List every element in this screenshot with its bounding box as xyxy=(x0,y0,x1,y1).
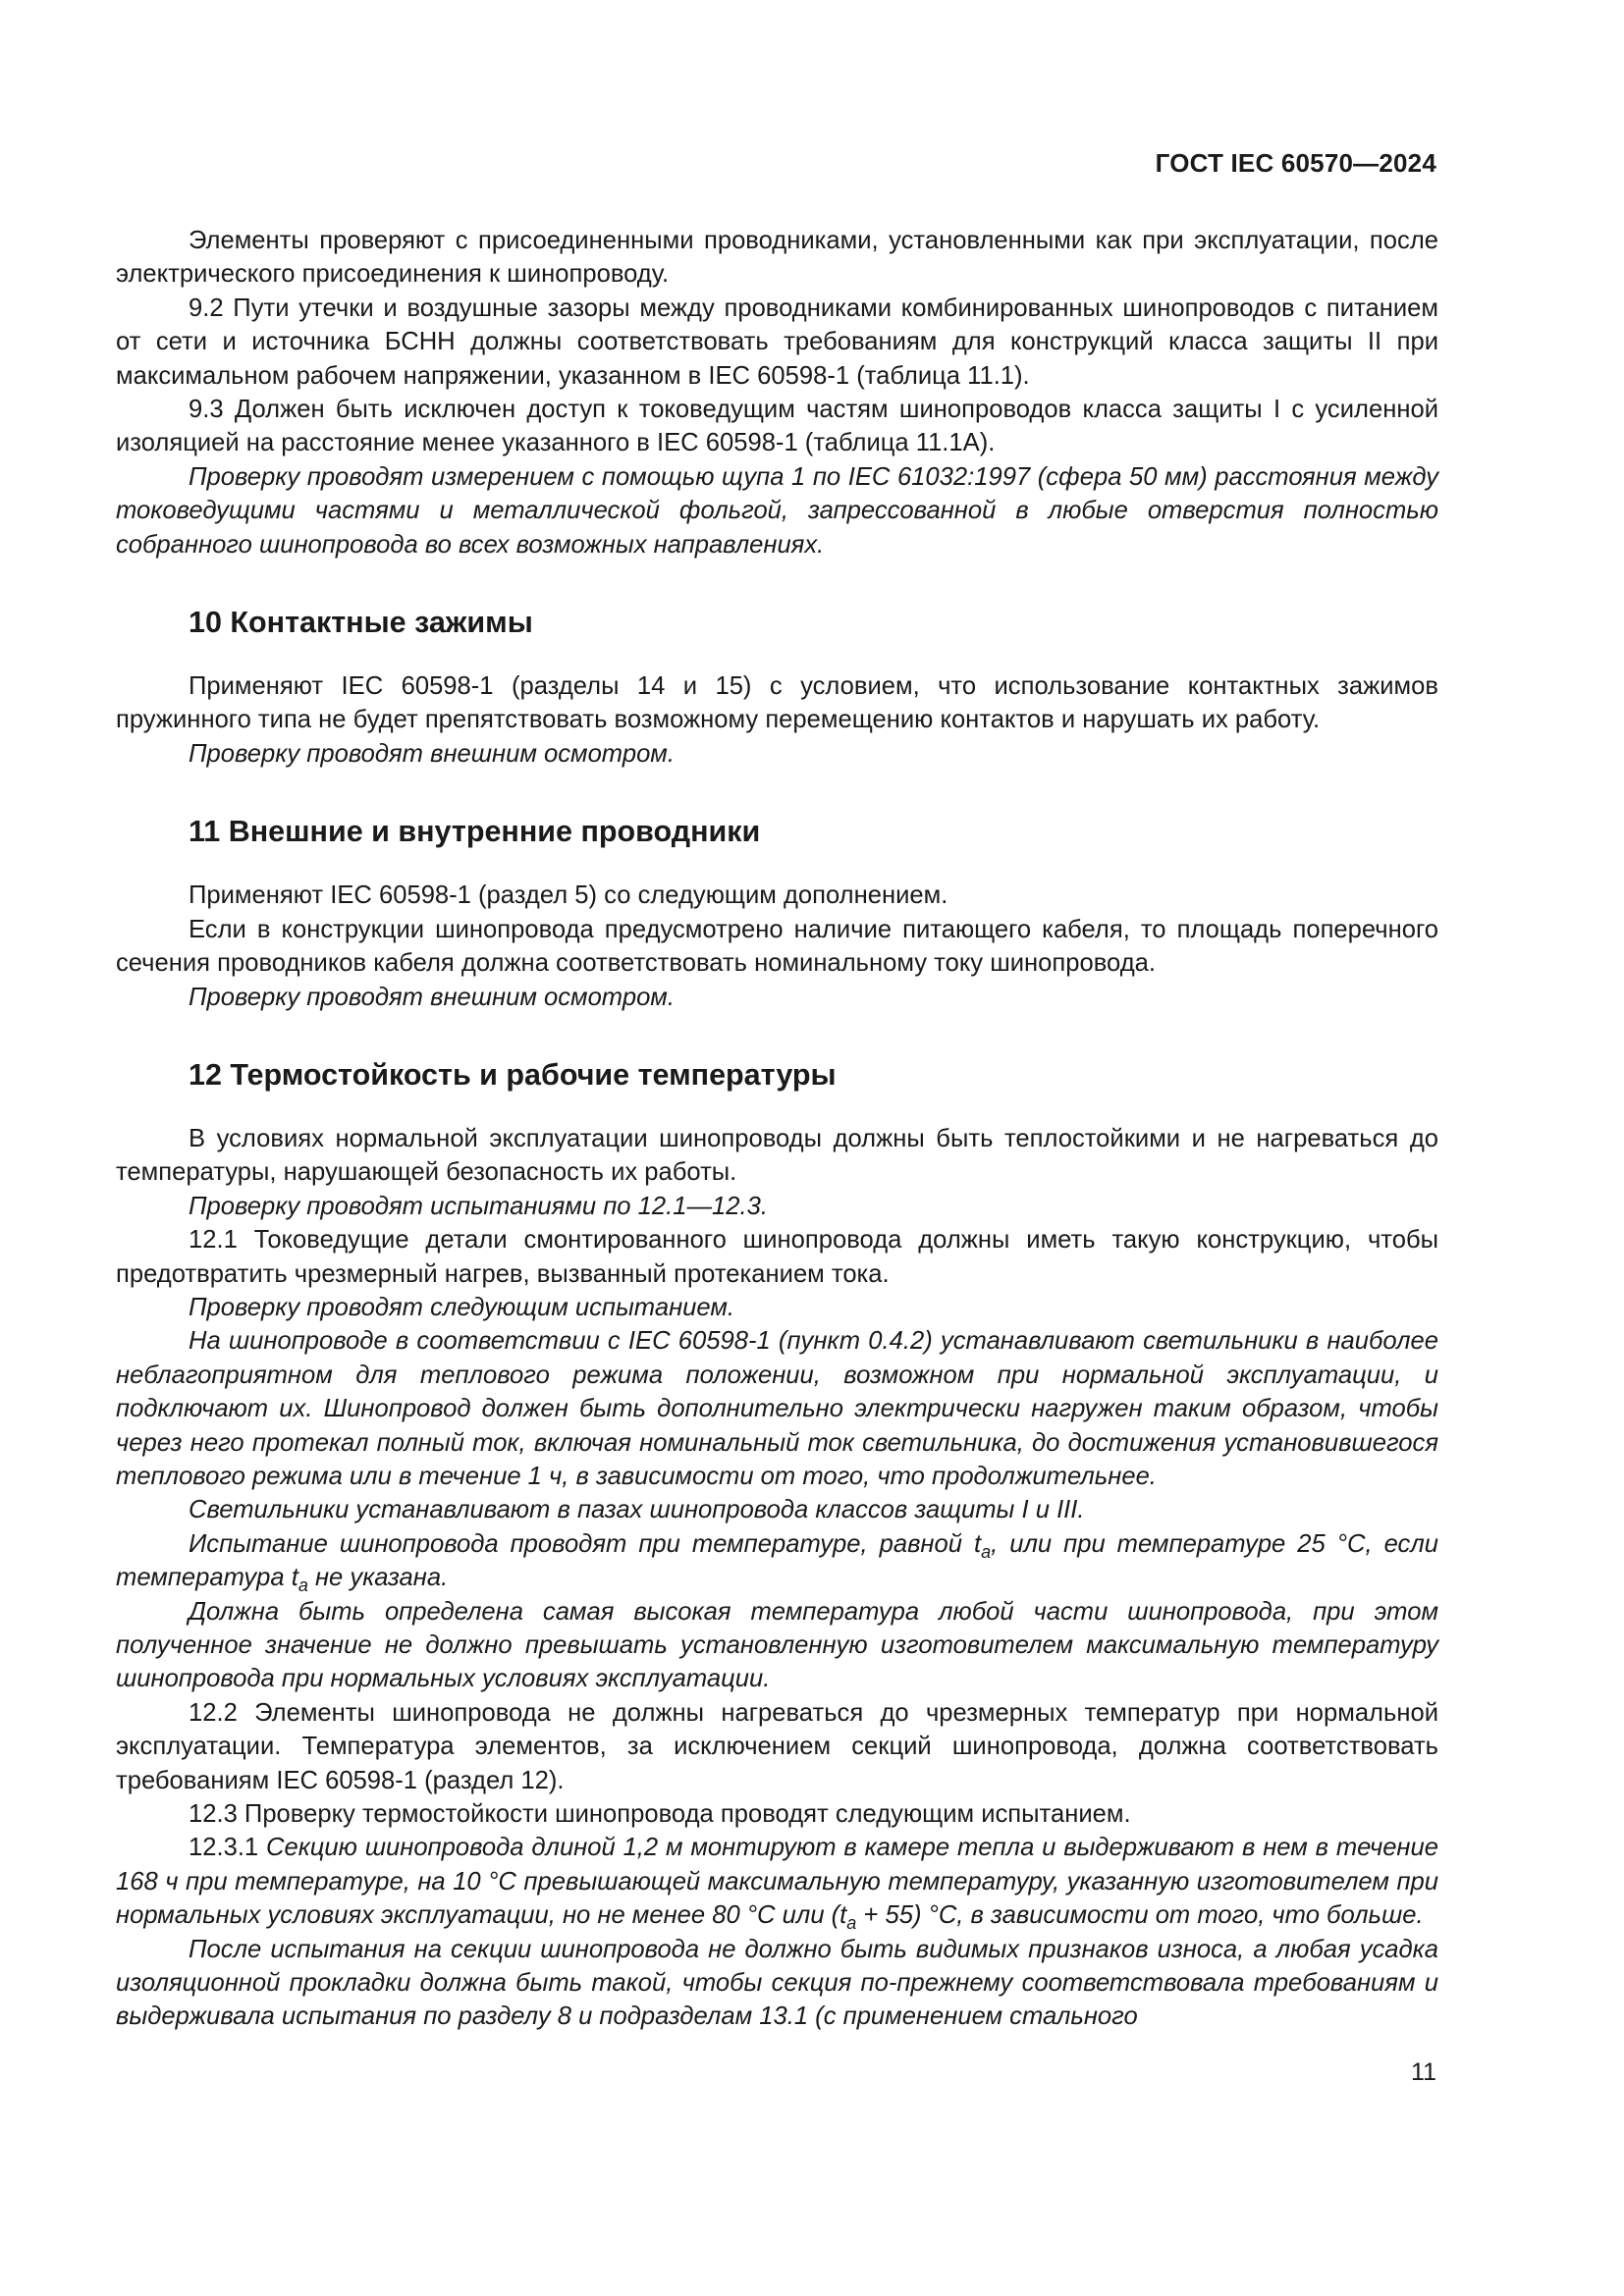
text-run: Испытание шинопровода проводят при температуре, равной t xyxy=(189,1529,982,1558)
document-id-header: ГОСТ IEC 60570—2024 xyxy=(1155,148,1436,178)
section-12-heading: 12 Термостойкость и рабочие температуры xyxy=(189,1057,837,1092)
page-number: 11 xyxy=(1411,2058,1436,2086)
test-method-paragraph: Проверку проводят следующим испытанием. xyxy=(189,1293,734,1321)
paragraph: В условиях нормальной эксплуатации шинопроводы должны быть теплостойкими и не нагреваться до температуры, нарушающей безопасность их работы. xyxy=(116,1124,1438,1187)
subscript: a xyxy=(846,1913,857,1934)
clause-9-3: 9.3 Должен быть исключен доступ к токоведущим частям шинопроводов класса защиты I с усиленной изоляцией на расстояние менее указанного в IEC 60598-1 (таблица 11.1А). xyxy=(116,396,1438,457)
paragraph: Если в конструкции шинопровода предусмотрено наличие питающего кабеля, то площадь поперечного сечения проводников кабеля должна соответствовать номинальному току шинопровода. xyxy=(116,915,1438,978)
test-procedure-paragraph: На шинопроводе в соответствии с IEC 60598-1 (пункт 0.4.2) устанавливают светильники в наиболее неблагоприятном для теплового режима положении, возможном при нормальной эксплуатации, и подключают их. Шинопровод должен быть дополнительно электрически нагружен таким образом, чтобы через него протекал полный ток, включая номинальный ток светильника, до достижения установившегося теплового режима или в течение 1 ч, в зависимости от того, что продолжительнее. xyxy=(116,1327,1438,1490)
test-procedure-paragraph: После испытания на секции шинопровода не должно быть видимых признаков износа, а любая усадка изоляционной прокладки должна быть такой, чтобы секция по-прежнему соответствовала требованиям и выдерживала испытания по разделу 8 и подразделам 13.1 (с применением стального xyxy=(116,1935,1438,2031)
subscript: a xyxy=(981,1541,992,1562)
subscript: a xyxy=(298,1575,308,1596)
clause-12-2: 12.2 Элементы шинопровода не должны нагреваться до чрезмерных температур при нормальной эксплуатации. Температура элементов, за исключением секций шинопровода, должна соответствовать требованиям IEC 60598-1 (раздел 12). xyxy=(116,1698,1438,1794)
clause-12-3: 12.3 Проверку термостойкости шинопровода проводят следующим испытанием. xyxy=(189,1800,1131,1829)
paragraph: Применяют IEC 60598-1 (раздел 5) со следующим дополнением. xyxy=(189,881,948,910)
test-method-paragraph: Проверку проводят внешним осмотром. xyxy=(189,983,675,1011)
clause-12-1: 12.1 Токоведущие детали смонтированного шинопровода должны иметь такую конструкцию, чтобы предотвратить чрезмерный нагрев, вызванный протеканием тока. xyxy=(116,1226,1438,1288)
text-run: + 55) °С, в зависимости от того, что больше. xyxy=(856,1901,1424,1930)
paragraph: Элементы проверяют с присоединенными проводниками, установленными как при эксплуатации, после электрического присоединения к шинопроводу. xyxy=(116,227,1438,289)
test-method-paragraph: Проверку проводят испытаниями по 12.1—12.3. xyxy=(189,1192,768,1220)
clause-12-3-1 xyxy=(116,1831,1438,1932)
test-temperature-paragraph xyxy=(116,1527,1438,1595)
text-run: Секцию шинопровода длиной 1,2 м монтируют в камере тепла и выдерживают в нем в течение 168 ч при температуре, на 10 °С превышающей максимальную температуру, указанную изготовителем при нормальных условиях эксплуатации, но не менее 80 °С или (t xyxy=(116,1834,1438,1930)
clause-number: 12.3.1 xyxy=(189,1834,266,1862)
clause-9-2: 9.2 Пути утечки и воздушные зазоры между проводниками комбинированных шинопроводов с питанием от сети и источника БСНН должны соответствовать требованиям для конструкций класса защиты II при максимальном рабочем напряжении, указанном в IEC 60598-1 (таблица 11.1). xyxy=(116,294,1438,390)
paragraph: Применяют IEC 60598-1 (разделы 14 и 15) с условием, что использование контактных зажимов пружинного типа не будет препятствовать возможному перемещению контактов и нарушать их работу. xyxy=(116,672,1438,734)
section-10-heading: 10 Контактные зажимы xyxy=(189,606,533,640)
text-run: не указана. xyxy=(307,1564,449,1592)
section-11-heading: 11 Внешние и внутренние проводники xyxy=(189,815,761,849)
test-method-paragraph: Проверку проводят измерением с помощью щупа 1 по IEC 61032:1997 (сфера 50 мм) расстояния между токоведущими частями и металлической фольгой, запрессованной в любые отверстия полностью собранного шинопровода во всех возможных направлениях. xyxy=(116,462,1438,559)
text-run: , или при температуре 25 °С, если температура t xyxy=(116,1529,1438,1592)
test-procedure-paragraph: Светильники устанавливают в пазах шинопровода классов защиты I и III. xyxy=(189,1496,1085,1524)
test-procedure-paragraph: Должна быть определена самая высокая температура любой части шинопровода, при этом полученное значение не должно превышать установленную изготовителем максимальную температуру шинопровода при нормальных условиях эксплуатации. xyxy=(116,1597,1438,1693)
document-body xyxy=(116,224,1438,2034)
test-method-paragraph: Проверку проводят внешним осмотром. xyxy=(189,739,675,768)
